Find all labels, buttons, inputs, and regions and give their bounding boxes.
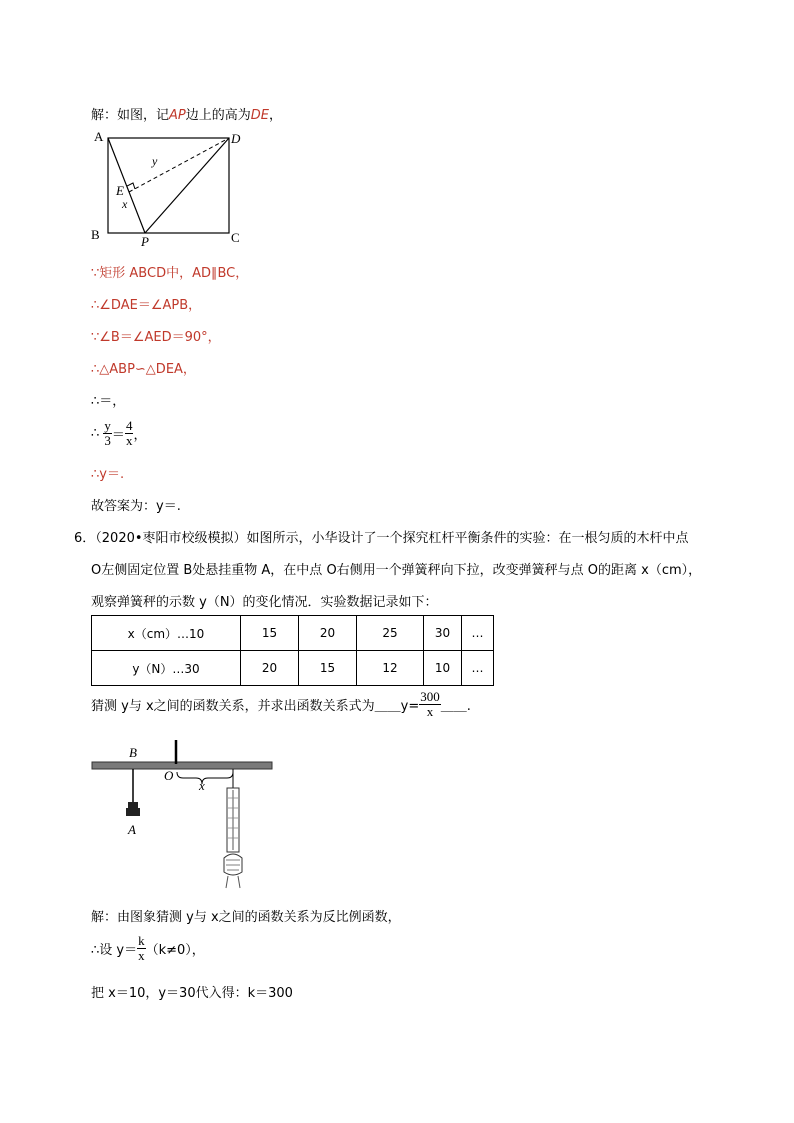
- label-b: B: [91, 227, 100, 242]
- label-b: B: [129, 745, 137, 760]
- frac-numerator: 4: [125, 418, 133, 433]
- solution-intro: [91, 104, 282, 123]
- frac-denominator: x: [426, 704, 434, 719]
- step6-prefix: ∴: [91, 426, 100, 441]
- table-cell: 25: [357, 616, 424, 651]
- label-y: y: [152, 154, 158, 168]
- frac-denominator: x: [125, 433, 133, 448]
- guess-line: [91, 690, 471, 719]
- label-x: x: [199, 778, 205, 793]
- sol2-prefix: ∴设 y＝: [91, 943, 138, 958]
- step-6: [91, 419, 146, 448]
- comma: ，: [269, 108, 283, 123]
- solution2-line-3: 把 x＝10，y＝30代入得：k＝300: [91, 986, 293, 1001]
- table-cell: 15: [241, 616, 299, 651]
- solution-label: 解：如图，记: [91, 108, 170, 123]
- table-cell: 15: [299, 651, 357, 686]
- frac-denominator: 3: [104, 433, 111, 448]
- table-cell: 30: [424, 616, 462, 651]
- rectangle-figure: [85, 126, 255, 248]
- q6-line-2: O左侧固定位置 B处悬挂重物 A，在中点 O右侧用一个弹簧秤向下拉，改变弹簧秤与点 O的距离 x（cm），: [91, 563, 702, 578]
- step-4: ∴△ABP∽△DEA，: [91, 362, 196, 377]
- label-a: A: [94, 129, 104, 144]
- table-cell: x（cm）…10: [92, 616, 241, 651]
- fraction-300-over-x: [419, 690, 441, 719]
- equals: ＝: [111, 428, 125, 443]
- solution2-line-2: [91, 934, 205, 963]
- table-cell: 10: [424, 651, 462, 686]
- step-5: ∴＝，: [91, 394, 126, 409]
- label-d: D: [231, 131, 241, 146]
- frac-numerator: k: [138, 933, 145, 948]
- step-7: ∴y＝.: [91, 467, 125, 482]
- table-row: [92, 651, 494, 686]
- table-cell: …: [462, 651, 494, 686]
- step-3: ∵∠B＝∠AED＝90°，: [91, 330, 221, 345]
- table-cell: y（N）…30: [92, 651, 241, 686]
- frac-numerator: 300: [420, 689, 440, 704]
- table-row: [92, 616, 494, 651]
- solution2-line-1: 解：由图象猜测 y与 x之间的函数关系为反比例函数，: [91, 910, 401, 925]
- frac-denominator: x: [138, 948, 145, 963]
- sol2-suffix: （k≠0），: [145, 943, 205, 958]
- fraction-y-over-3: [103, 419, 112, 448]
- lever-figure: [88, 738, 278, 890]
- step-1: ∵矩形 ABCD中，AD∥BC，: [91, 266, 249, 281]
- guess-prefix: 猜测 y与 x之间的函数关系，并求出函数关系式为＿＿y=: [91, 699, 420, 714]
- label-c: C: [231, 230, 240, 245]
- label-p: P: [141, 234, 149, 248]
- table-cell: 12: [357, 651, 424, 686]
- frac-numerator: y: [104, 418, 111, 433]
- guess-suffix: ＿＿.: [440, 699, 471, 714]
- fraction-k-over-x: [137, 934, 146, 963]
- table-cell: 20: [299, 616, 357, 651]
- data-table: [91, 615, 494, 686]
- answer-line: 故答案为：y＝.: [91, 499, 181, 514]
- segment-de: DE: [250, 108, 269, 123]
- label-e: E: [116, 183, 124, 198]
- table-cell: …: [462, 616, 494, 651]
- height-on-text: 边上的高为: [185, 108, 251, 123]
- label-o: O: [164, 768, 174, 783]
- label-a: A: [128, 822, 136, 837]
- step-2: ∴∠DAE＝∠APB，: [91, 298, 202, 313]
- segment-ap: AP: [169, 108, 186, 123]
- table-cell: 20: [241, 651, 299, 686]
- label-x: x: [122, 197, 128, 211]
- q6-line-3: 观察弹簧秤的示数 y（N）的变化情况．实验数据记录如下：: [91, 595, 438, 610]
- step6-suffix: ，: [133, 428, 147, 443]
- q6-line-1: 6．（2020•枣阳市校级模拟）如图所示，小华设计了一个探究杠杆平衡条件的实验：在一根匀质的木杆中点: [74, 531, 689, 546]
